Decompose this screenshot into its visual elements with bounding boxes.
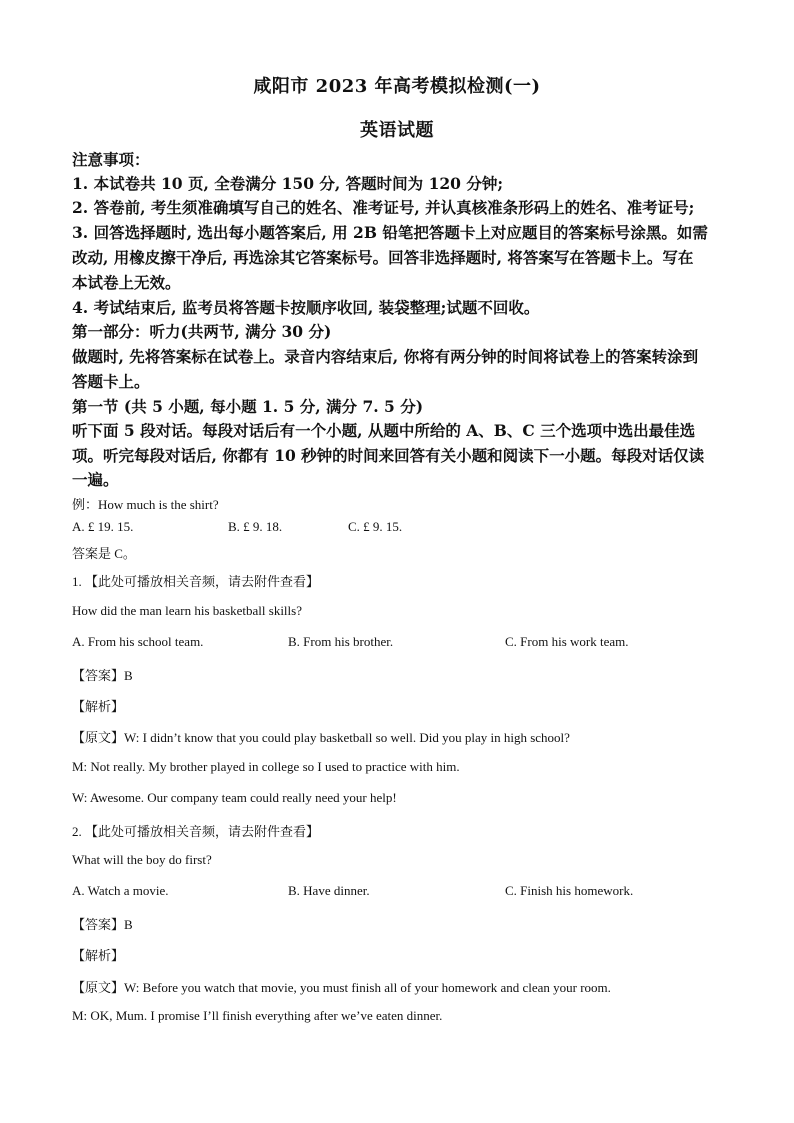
note-3-line-3: 本试卷上无效。 <box>72 273 181 292</box>
note-4: 4. 考试结束后, 监考员将答题卡按顺序收回, 装袋整理;试题不回收。 <box>72 298 540 317</box>
q2-transcript-w: 【原文】W: Before you watch that movie, you must finish all of your homework and clean your room. <box>72 980 611 995</box>
note-3-line-2: 改动, 用橡皮擦干净后, 再选涂其它答案标号。回答非选择题时, 将答案写在答题卡上。写在 <box>72 248 694 267</box>
exam-title: 咸阳市 2023 年高考模拟检测(一) <box>253 76 541 97</box>
example-option-c: C. £ 9. 15. <box>348 519 403 534</box>
q1-question: How did the man learn his basketball skills? <box>72 603 302 618</box>
q2-analysis: 【解析】 <box>72 948 125 963</box>
q2-question: What will the boy do first? <box>72 852 212 867</box>
q2-transcript-m: M: OK, Mum. I promise I’ll finish everything after we’ve eaten dinner. <box>72 1008 443 1023</box>
section1-intro-line-2: 项。听完每段对话后, 你都有 10 秒钟的时间来回答有关小题和阅读下一小题。每段对话仅读 <box>72 446 705 465</box>
q2-option-a: A. Watch a movie. <box>72 883 169 898</box>
part1-heading: 第一部分：听力(共两节, 满分 30 分) <box>72 322 332 341</box>
q2-option-c: C. Finish his homework. <box>505 883 634 898</box>
note-2: 2. 答卷前, 考生须准确填写自己的姓名、准考证号, 并认真核准条形码上的姓名、准考证号; <box>72 198 695 217</box>
q2-option-b: B. Have dinner. <box>288 883 370 898</box>
q1-analysis: 【解析】 <box>72 699 125 714</box>
example-answer: 答案是 C。 <box>72 546 136 561</box>
q2-audio-line: 2. 【此处可播放相关音频，请去附件查看】 <box>72 824 320 839</box>
q1-audio-line: 1. 【此处可播放相关音频，请去附件查看】 <box>72 574 320 589</box>
example-question: 例：How much is the shirt? <box>72 497 219 512</box>
section1-intro-line-3: 一遍。 <box>72 470 119 489</box>
q1-answer: 【答案】B <box>72 668 133 683</box>
section1-heading: 第一节 (共 5 小题, 每小题 1. 5 分, 满分 7. 5 分) <box>72 397 424 416</box>
q1-option-b: B. From his brother. <box>288 634 394 649</box>
part1-intro-line-2: 答题卡上。 <box>72 372 150 391</box>
note-3-line-1: 3. 回答选择题时, 选出每小题答案后, 用 2B 铅笔把答题卡上对应题目的答案标号涂黑。如需 <box>72 223 708 242</box>
exam-subtitle: 英语试题 <box>360 120 434 141</box>
note-1: 1. 本试卷共 10 页, 全卷满分 150 分, 答题时间为 120 分钟; <box>72 174 504 193</box>
q1-transcript-w: 【原文】W: I didn’t know that you could play basketball so well. Did you play in high school? <box>72 730 570 745</box>
notes-heading: 注意事项： <box>72 150 150 169</box>
section1-intro-line-1: 听下面 5 段对话。每段对话后有一个小题, 从题中所给的 A、B、C 三个选项中选出最佳选 <box>72 421 696 440</box>
example-option-b: B. £ 9. 18. <box>228 519 283 534</box>
part1-intro-line-1: 做题时, 先将答案标在试卷上。录音内容结束后, 你将有两分钟的时间将试卷上的答案转涂到 <box>72 347 699 366</box>
q1-option-a: A. From his school team. <box>72 634 204 649</box>
example-option-a: A. £ 19. 15. <box>72 519 134 534</box>
q1-transcript-m: M: Not really. My brother played in college so I used to practice with him. <box>72 759 460 774</box>
q1-option-c: C. From his work team. <box>505 634 629 649</box>
q2-answer: 【答案】B <box>72 917 133 932</box>
q1-transcript-w2: W: Awesome. Our company team could really need your help! <box>72 790 397 805</box>
